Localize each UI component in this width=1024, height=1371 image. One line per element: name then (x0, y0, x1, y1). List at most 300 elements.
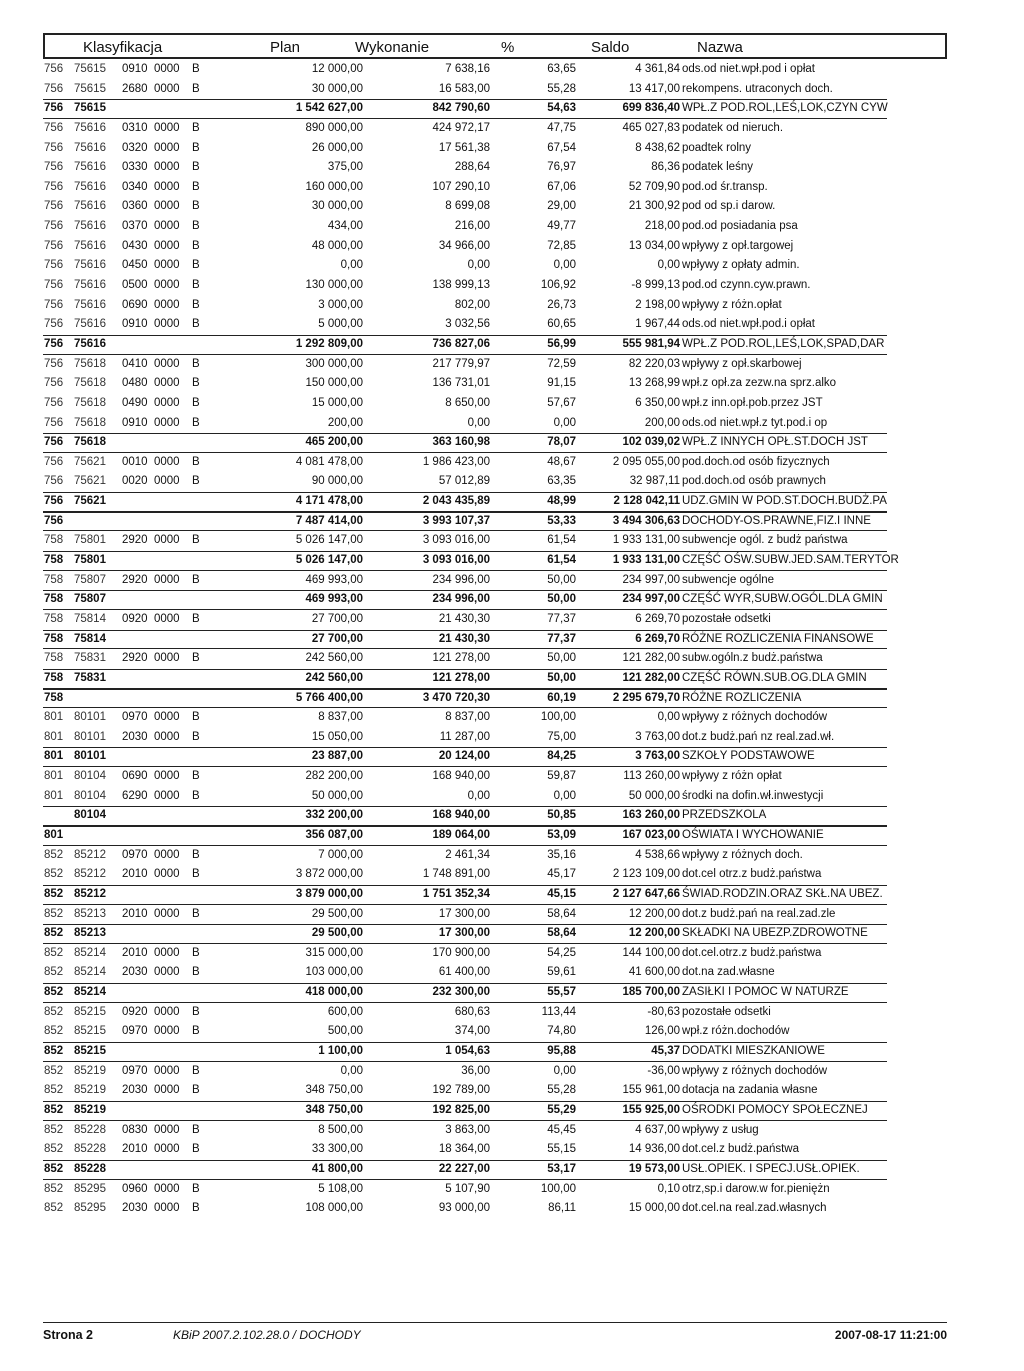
cell-paragraf: 0970 (122, 1025, 148, 1038)
table-row-subtotal (0, 689, 1024, 709)
cell-typ: B (192, 357, 200, 370)
cell-zrodlo: 0000 (154, 770, 180, 783)
cell-plan: 48 000,00 (311, 239, 363, 252)
cell-paragraf: 0320 (122, 141, 148, 154)
cell-zrodlo: 0000 (154, 357, 180, 370)
cell-wykonanie: 168 940,00 (432, 809, 490, 822)
cell-saldo: 1 967,44 (635, 318, 680, 331)
cell-dzial: 756 (44, 495, 64, 508)
cell-nazwa: USŁ.OPIEK. I SPECJ.USŁ.OPIEK. (682, 1162, 860, 1175)
table-row (0, 944, 1024, 964)
cell-nazwa: ZASIŁKI I POMOC W NATURZE (682, 986, 849, 999)
cell-typ: B (192, 161, 200, 174)
cell-rozdzial: 75616 (74, 141, 106, 154)
cell-zrodlo: 0000 (154, 63, 180, 75)
cell-saldo: 2 123 109,00 (612, 868, 680, 881)
cell-dzial: 852 (44, 848, 64, 861)
cell-wykonanie: 736 827,06 (432, 337, 490, 350)
cell-nazwa: dotacja na zadania własne (682, 1084, 818, 1097)
cell-nazwa: wpływy z różnych dochodów (682, 1064, 828, 1077)
cell-rozdzial: 85219 (74, 1103, 106, 1116)
cell-rozdzial: 75621 (74, 495, 106, 508)
cell-plan: 7 487 414,00 (295, 514, 363, 527)
table-row (0, 453, 1024, 473)
cell-zrodlo: 0000 (154, 396, 180, 409)
cell-saldo: 15 000,00 (628, 1202, 680, 1215)
cell-nazwa: wpł.z opł.za zezw.na sprz.alko (682, 377, 837, 390)
cell-nazwa: dot.na zad.własne (682, 966, 775, 979)
cell-wykonanie: 802,00 (454, 298, 490, 311)
cell-dzial: 801 (44, 770, 64, 783)
cell-plan: 469 993,00 (305, 573, 363, 586)
cell-percent: 45,15 (547, 887, 576, 900)
cell-rozdzial: 75615 (74, 82, 106, 95)
header-plan: Plan (270, 39, 301, 56)
cell-wykonanie: 8 650,00 (445, 396, 490, 409)
cell-zrodlo: 0000 (154, 1202, 180, 1215)
cell-saldo: 3 494 306,63 (612, 514, 680, 527)
cell-percent: 0,00 (553, 1064, 576, 1077)
cell-paragraf: 0330 (122, 161, 148, 174)
cell-saldo: 3 763,00 (635, 730, 680, 743)
cell-plan: 348 750,00 (305, 1084, 363, 1097)
cell-saldo: 2 127 647,66 (612, 887, 680, 900)
cell-typ: B (192, 82, 200, 95)
cell-plan: 418 000,00 (305, 986, 363, 999)
cell-dzial: 756 (44, 357, 64, 370)
cell-nazwa: otrz,sp.i darow.w for.pieniężn (682, 1182, 830, 1195)
cell-nazwa: subw.ogóln.z budż.państwa (682, 652, 823, 665)
footer-page-number: Strona 2 (43, 1328, 94, 1342)
cell-wykonanie: 18 364,00 (438, 1143, 490, 1156)
cell-typ: B (192, 770, 200, 783)
cell-rozdzial: 85215 (74, 1005, 106, 1018)
cell-saldo: 1 933 131,00 (612, 534, 680, 547)
cell-plan: 90 000,00 (311, 475, 363, 488)
cell-wykonanie: 192 825,00 (432, 1103, 490, 1116)
table-row (0, 414, 1024, 434)
table-row-subtotal (0, 492, 1024, 512)
cell-percent: 50,00 (547, 573, 576, 586)
cell-plan: 0,00 (340, 1064, 363, 1077)
cell-nazwa: SKŁADKI NA UBEZP.ZDROWOTNE (682, 927, 868, 940)
cell-nazwa: dot.cel.otrz.z budż.państwa (682, 946, 822, 959)
cell-nazwa: pod.od śr.transp. (682, 180, 768, 193)
cell-zrodlo: 0000 (154, 416, 180, 429)
cell-typ: B (192, 1123, 200, 1136)
cell-typ: B (192, 1064, 200, 1077)
cell-rozdzial: 85214 (74, 986, 106, 999)
cell-percent: 78,07 (547, 436, 576, 449)
cell-wykonanie: 3 863,00 (445, 1123, 490, 1136)
cell-saldo: 121 282,00 (622, 671, 680, 684)
cell-typ: B (192, 121, 200, 134)
cell-dzial: 756 (44, 239, 64, 252)
cell-nazwa: wpływy z różnych doch. (682, 848, 803, 861)
table-row (0, 963, 1024, 983)
cell-saldo: 218,00 (644, 220, 680, 233)
cell-plan: 300 000,00 (305, 357, 363, 370)
cell-dzial: 801 (44, 828, 64, 841)
cell-paragraf: 0830 (122, 1123, 148, 1136)
cell-rozdzial: 75618 (74, 377, 106, 390)
cell-wykonanie: 138 999,13 (432, 279, 490, 292)
cell-dzial: 801 (44, 711, 64, 724)
cell-saldo: 45,37 (651, 1045, 680, 1058)
cell-rozdzial: 75616 (74, 337, 106, 350)
cell-rozdzial: 75618 (74, 436, 106, 449)
cell-saldo: 6 269,70 (635, 612, 680, 625)
cell-nazwa: pod od sp.i darow. (682, 200, 776, 213)
cell-dzial: 852 (44, 1025, 64, 1038)
cell-rozdzial: 85228 (74, 1143, 106, 1156)
cell-dzial: 852 (44, 907, 64, 920)
cell-wykonanie: 0,00 (467, 416, 490, 429)
cell-percent: 72,59 (547, 357, 576, 370)
cell-nazwa: RÓŻNE ROZLICZENIA FINANSOWE (682, 632, 874, 645)
cell-dzial: 756 (44, 337, 64, 350)
cell-percent: 59,61 (547, 966, 576, 979)
cell-paragraf: 0450 (122, 259, 148, 272)
cell-typ: B (192, 534, 200, 547)
cell-paragraf: 2010 (122, 1143, 148, 1156)
cell-dzial: 756 (44, 416, 64, 429)
cell-plan: 5 766 400,00 (295, 691, 363, 704)
cell-zrodlo: 0000 (154, 121, 180, 134)
cell-wykonanie: 21 430,30 (438, 632, 490, 645)
cell-dzial: 756 (44, 475, 64, 488)
cell-plan: 200,00 (327, 416, 363, 429)
cell-rozdzial: 85213 (74, 927, 106, 940)
cell-typ: B (192, 180, 200, 193)
cell-dzial: 756 (44, 259, 64, 272)
cell-typ: B (192, 1202, 200, 1215)
cell-plan: 3 000,00 (318, 298, 363, 311)
cell-paragraf: 0500 (122, 279, 148, 292)
cell-nazwa: ods.od niet.wpł.z tyt.pod.i op (682, 416, 828, 429)
cell-wykonanie: 2 043 435,89 (422, 495, 490, 508)
cell-zrodlo: 0000 (154, 1084, 180, 1097)
cell-nazwa: pod.doch.od osób fizycznych (682, 455, 830, 468)
table-row (0, 1003, 1024, 1023)
footer-timestamp: 2007-08-17 11:21:00 (834, 1328, 947, 1342)
cell-zrodlo: 0000 (154, 573, 180, 586)
cell-zrodlo: 0000 (154, 180, 180, 193)
cell-plan: 4 081 478,00 (295, 455, 363, 468)
cell-typ: B (192, 789, 200, 802)
cell-rozdzial: 75616 (74, 180, 106, 193)
cell-rozdzial: 75807 (74, 573, 106, 586)
cell-typ: B (192, 612, 200, 625)
cell-dzial: 756 (44, 318, 64, 331)
cell-wykonanie: 7 638,16 (445, 63, 490, 75)
table-row-subtotal (0, 1101, 1024, 1121)
cell-nazwa: dot.z budż.pań na real.zad.zle (682, 907, 836, 920)
cell-rozdzial: 85219 (74, 1064, 106, 1077)
cell-percent: 91,15 (547, 377, 576, 390)
cell-plan: 890 000,00 (305, 121, 363, 134)
table-row (0, 865, 1024, 885)
cell-wykonanie: 234 996,00 (432, 593, 490, 606)
cell-plan: 29 500,00 (311, 907, 363, 920)
table-row (0, 355, 1024, 375)
cell-percent: 55,28 (547, 82, 576, 95)
cell-wykonanie: 11 287,00 (439, 730, 490, 743)
cell-dzial: 758 (44, 593, 64, 606)
cell-dzial: 852 (44, 1045, 64, 1058)
cell-rozdzial: 75621 (74, 475, 106, 488)
cell-saldo: 4 538,66 (635, 848, 680, 861)
cell-rozdzial: 80104 (74, 809, 106, 822)
cell-dzial: 756 (44, 141, 64, 154)
cell-dzial: 756 (44, 200, 64, 213)
cell-percent: 47,75 (547, 121, 576, 134)
cell-dzial: 852 (44, 1123, 64, 1136)
cell-saldo: 2 295 679,70 (612, 691, 680, 704)
cell-typ: B (192, 966, 200, 979)
table-row (0, 708, 1024, 728)
cell-wykonanie: 0,00 (467, 259, 490, 272)
cell-typ: B (192, 259, 200, 272)
cell-saldo: 185 700,00 (622, 986, 680, 999)
cell-saldo: 14 936,00 (628, 1143, 680, 1156)
table-row (0, 139, 1024, 159)
cell-rozdzial: 85212 (74, 887, 106, 900)
cell-paragraf: 0360 (122, 200, 148, 213)
cell-saldo: 6 269,70 (635, 632, 680, 645)
cell-wykonanie: 121 278,00 (432, 671, 490, 684)
cell-nazwa: środki na dofin.wł.inwestycji (682, 789, 824, 802)
cell-rozdzial: 75618 (74, 416, 106, 429)
cell-zrodlo: 0000 (154, 612, 180, 625)
cell-rozdzial: 75616 (74, 259, 106, 272)
table-row (0, 531, 1024, 551)
cell-rozdzial: 75616 (74, 161, 106, 174)
cell-paragraf: 0910 (122, 416, 148, 429)
cell-dzial: 852 (44, 1084, 64, 1097)
cell-percent: 50,85 (547, 809, 576, 822)
cell-dzial: 852 (44, 1143, 64, 1156)
cell-plan: 150 000,00 (305, 377, 363, 390)
cell-percent: 53,17 (547, 1162, 576, 1175)
cell-nazwa: RÓŻNE ROZLICZENIA (682, 691, 802, 704)
cell-percent: 48,99 (547, 495, 576, 508)
cell-percent: 72,85 (547, 239, 576, 252)
cell-plan: 12 000,00 (311, 63, 363, 75)
cell-nazwa: CZĘŚĆ RÓWN.SUB.OG.DLA GMIN (682, 671, 867, 684)
cell-zrodlo: 0000 (154, 455, 180, 468)
cell-paragraf: 0690 (122, 298, 148, 311)
cell-wykonanie: 842 790,60 (432, 102, 490, 115)
cell-saldo: 121 282,00 (622, 652, 680, 665)
cell-dzial: 756 (44, 396, 64, 409)
cell-rozdzial: 85228 (74, 1123, 106, 1136)
cell-dzial: 852 (44, 966, 64, 979)
table-row (0, 1022, 1024, 1042)
cell-rozdzial: 75618 (74, 357, 106, 370)
cell-saldo: 82 220,03 (628, 357, 680, 370)
table-row (0, 728, 1024, 748)
cell-rozdzial: 80104 (74, 789, 106, 802)
cell-dzial: 756 (44, 63, 64, 75)
cell-percent: 84,25 (547, 750, 576, 763)
cell-percent: 26,73 (547, 298, 576, 311)
table-row (0, 767, 1024, 787)
table-row (0, 296, 1024, 316)
cell-saldo: 163 260,00 (622, 809, 680, 822)
cell-rozdzial: 75801 (74, 534, 106, 547)
cell-typ: B (192, 573, 200, 586)
cell-wykonanie: 136 731,01 (432, 377, 490, 390)
cell-dzial: 758 (44, 652, 64, 665)
cell-nazwa: wpływy z różnych dochodów (682, 711, 828, 724)
cell-percent: 55,15 (547, 1143, 576, 1156)
cell-paragraf: 2920 (122, 534, 148, 547)
cell-nazwa: dot.cel otrz.z budż.państwa (682, 868, 822, 881)
cell-dzial: 852 (44, 927, 64, 940)
cell-zrodlo: 0000 (154, 82, 180, 95)
cell-paragraf: 0490 (122, 396, 148, 409)
cell-dzial: 852 (44, 1064, 64, 1077)
cell-dzial: 756 (44, 455, 64, 468)
table-row-subtotal (0, 806, 1024, 826)
cell-plan: 108 000,00 (305, 1202, 363, 1215)
cell-typ: B (192, 200, 200, 213)
cell-dzial: 852 (44, 1005, 64, 1018)
cell-percent: 63,35 (547, 475, 576, 488)
cell-paragraf: 0970 (122, 848, 148, 861)
cell-saldo: -80,63 (647, 1005, 680, 1018)
table-row (0, 846, 1024, 866)
cell-rozdzial: 75616 (74, 220, 106, 233)
cell-wykonanie: 189 064,00 (432, 828, 490, 841)
cell-nazwa: wpł.z różn.dochodów (682, 1025, 790, 1038)
cell-plan: 3 872 000,00 (295, 868, 363, 881)
cell-percent: 95,88 (547, 1045, 576, 1058)
header-saldo: Saldo (591, 39, 630, 56)
cell-plan: 4 171 478,00 (295, 495, 363, 508)
cell-wykonanie: 17 300,00 (438, 907, 490, 920)
header-percent: % (501, 39, 515, 56)
cell-saldo: 155 961,00 (622, 1084, 680, 1097)
cell-plan: 1 100,00 (318, 1045, 363, 1058)
cell-saldo: 13 417,00 (628, 82, 680, 95)
cell-typ: B (192, 1025, 200, 1038)
cell-plan: 23 887,00 (311, 750, 363, 763)
cell-wykonanie: 3 093 016,00 (422, 534, 490, 547)
cell-saldo: 50 000,00 (628, 789, 680, 802)
cell-rozdzial: 85219 (74, 1084, 106, 1097)
cell-percent: 0,00 (553, 789, 576, 802)
cell-zrodlo: 0000 (154, 279, 180, 292)
table-row (0, 394, 1024, 414)
table-row-subtotal (0, 983, 1024, 1003)
cell-percent: 100,00 (540, 711, 576, 724)
cell-nazwa: pozostałe odsetki (682, 1005, 771, 1018)
cell-percent: 55,57 (547, 986, 576, 999)
cell-nazwa: CZĘŚĆ OŚW.SUBW.JED.SAM.TERYTOR (682, 554, 899, 567)
table-row (0, 1121, 1024, 1141)
cell-typ: B (192, 907, 200, 920)
cell-percent: 45,45 (547, 1123, 576, 1136)
cell-wykonanie: 17 561,38 (438, 141, 490, 154)
cell-nazwa: ods.od niet.wpł.pod i opłat (682, 63, 815, 75)
cell-dzial: 758 (44, 691, 64, 704)
cell-zrodlo: 0000 (154, 868, 180, 881)
cell-saldo: 21 300,92 (628, 200, 680, 213)
cell-typ: B (192, 711, 200, 724)
cell-percent: 58,64 (547, 927, 576, 940)
cell-zrodlo: 0000 (154, 200, 180, 213)
cell-rozdzial: 75615 (74, 102, 106, 115)
table-row-subtotal (0, 433, 1024, 453)
cell-nazwa: wpływy z usług (682, 1123, 759, 1136)
cell-wykonanie: 0,00 (467, 789, 490, 802)
table-row (0, 649, 1024, 669)
cell-zrodlo: 0000 (154, 1182, 180, 1195)
cell-percent: 57,67 (547, 396, 576, 409)
cell-percent: 50,00 (547, 593, 576, 606)
cell-rozdzial: 85215 (74, 1045, 106, 1058)
cell-nazwa: wpł.z inn.opł.pob.przez JST (682, 396, 823, 409)
cell-nazwa: podatek leśny (682, 161, 753, 174)
cell-saldo: 19 573,00 (628, 1162, 680, 1175)
cell-typ: B (192, 1182, 200, 1195)
header-klasyfikacja: Klasyfikacja (83, 39, 163, 56)
cell-wykonanie: 170 900,00 (432, 946, 490, 959)
cell-wykonanie: 168 940,00 (432, 770, 490, 783)
cell-paragraf: 6290 (122, 789, 148, 802)
cell-percent: 48,67 (547, 455, 576, 468)
cell-zrodlo: 0000 (154, 946, 180, 959)
cell-zrodlo: 0000 (154, 789, 180, 802)
cell-percent: 54,63 (547, 102, 576, 115)
cell-saldo: 113 260,00 (623, 770, 680, 783)
cell-dzial: 852 (44, 1202, 64, 1215)
cell-nazwa: WPŁ.Z INNYCH OPŁ.ST.DOCH JST (682, 436, 868, 449)
cell-saldo: 3 763,00 (635, 750, 680, 763)
cell-plan: 15 050,00 (311, 730, 363, 743)
cell-percent: 35,16 (547, 848, 576, 861)
cell-zrodlo: 0000 (154, 652, 180, 665)
cell-dzial: 801 (44, 730, 64, 743)
cell-percent: 75,00 (547, 730, 576, 743)
cell-rozdzial: 85215 (74, 1025, 106, 1038)
cell-paragraf: 2030 (122, 1202, 148, 1215)
table-row (0, 1081, 1024, 1101)
cell-zrodlo: 0000 (154, 730, 180, 743)
cell-percent: 63,65 (547, 63, 576, 75)
cell-zrodlo: 0000 (154, 907, 180, 920)
cell-plan: 15 000,00 (311, 396, 363, 409)
cell-percent: 76,97 (547, 161, 576, 174)
cell-nazwa: dot.cel.na real.zad.własnych (682, 1202, 827, 1215)
cell-rozdzial: 75807 (74, 593, 106, 606)
cell-paragraf: 0370 (122, 220, 148, 233)
cell-percent: 67,06 (547, 180, 576, 193)
cell-plan: 242 560,00 (305, 652, 363, 665)
cell-rozdzial: 85212 (74, 868, 106, 881)
cell-rozdzial: 75616 (74, 279, 106, 292)
table-row-subtotal (0, 590, 1024, 610)
cell-typ: B (192, 416, 200, 429)
cell-paragraf: 0690 (122, 770, 148, 783)
cell-plan: 103 000,00 (305, 966, 363, 979)
cell-rozdzial: 85295 (74, 1182, 106, 1195)
table-row-subtotal (0, 1160, 1024, 1180)
cell-dzial: 756 (44, 279, 64, 292)
cell-paragraf: 0970 (122, 1064, 148, 1077)
